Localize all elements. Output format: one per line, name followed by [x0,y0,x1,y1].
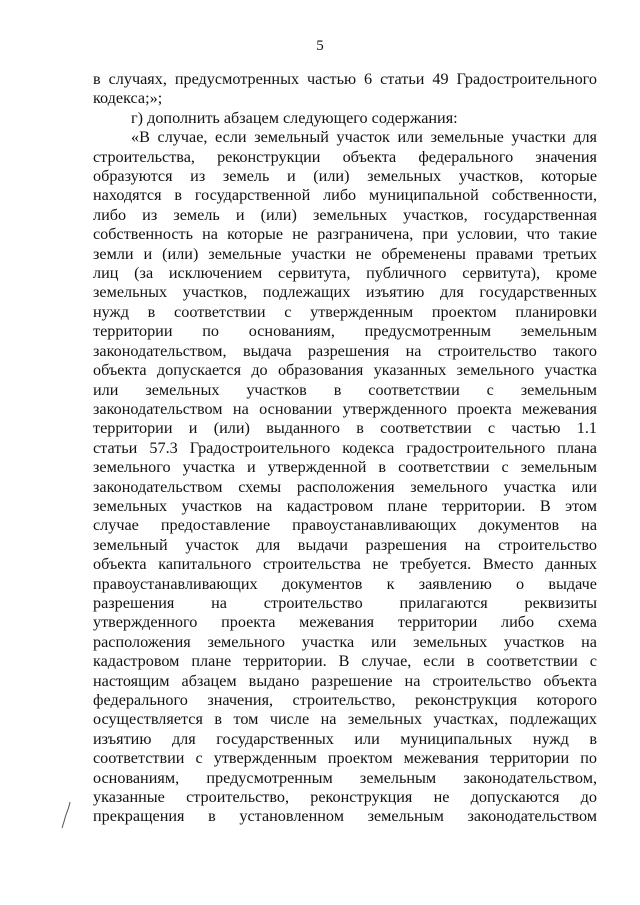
text-line-13: нужд в соответствии с утвержденным проектом планировки [93,302,597,321]
text-line-16: объекта допускается до образования указанных земельного участка [93,361,597,380]
text-line-30: расположения земельного участка или земельных участков на [93,632,597,651]
text-line-12: земельных участков, подлежащих изъятию для государственных [93,283,597,302]
text-line-20: статьи 57.3 Градостроительного кодекса градостроительного плана [93,438,597,457]
text-line-19: территории и (или) выданного в соответствии с частью 1.1 [93,419,597,438]
text-line-36: соответствии с утвержденным проектом межевания территории по [93,749,597,768]
text-line-2: кодекса;»; [93,89,163,108]
text-line-1: в случаях, предусмотренных частью 6 статьи 49 Градостроительного [93,70,597,88]
text-line-17: или земельных участков в соответствии с земельным [93,380,597,399]
text-line-22: законодательством схемы расположения земельного участка или [93,477,597,496]
text-line-7: находятся в государственной либо муниципальной собственности, [93,186,597,205]
text-line-23: земельных участков на кадастровом плане территории. В этом [93,496,597,515]
text-line-10: земли и (или) земельные участки не обременены правами третьих [93,244,597,263]
text-line-18: законодательством на основании утвержденного проекта межевания [93,399,597,418]
text-line-14: территории по основаниям, предусмотренным земельным [93,322,597,341]
text-line-28: разрешения на строительство прилагаются реквизиты [93,593,597,612]
text-line-26: объекта капитального строительства не требуется. Вместо данных [93,555,597,574]
text-line-15: законодательством, выдача разрешения на строительство такого [93,341,597,360]
text-line-6: образуются из земель и (или) земельных участков, которые [93,167,597,186]
text-line-38: указанные строительство, реконструкция не допускаются до [93,788,597,807]
text-line-5: строительства, реконструкции объекта федерального значения [93,147,597,166]
text-line-24: случае предоставление правоустанавливающих документов на [93,516,597,535]
text-line-37: основаниям, предусмотренным земельным законодательством, [93,768,597,787]
text-line-11: лиц (за исключением сервитута, публичного сервитута), кроме [93,264,597,283]
text-line-8: либо из земель и (или) земельных участков, государственная [93,205,597,224]
text-line-27: правоустанавливающих документов к заявлению о выдаче [93,574,597,593]
text-line-9: собственность на которые не разграничена, при условии, что такие [93,225,597,244]
page-number: 5 [316,38,324,54]
margin-pen-mark [60,800,74,830]
text-line-33: федерального значения, строительство, реконструкция которого [93,691,597,709]
document-body [93,70,597,827]
text-line-32: настоящим абзацем выдано разрешение на строительство объекта [93,671,597,690]
text-line-29: утвержденного проекта межевания территории либо схема [93,613,597,632]
text-line-31: кадастровом плане территории. В случае, если в соответствии с [93,652,597,671]
text-line-25: земельный участок для выдачи разрешения на строительство [93,535,597,554]
text-line-34: осуществляется в том числе на земельных участках, подлежащих [93,710,597,729]
text-line-4: «В случае, если земельный участок или земельные участки для [131,128,597,147]
text-line-35: изъятию для государственных или муниципальных нужд в [93,729,597,748]
text-line-21: земельного участка и утвержденной в соответствии с земельным [93,458,597,477]
text-line-3: г) дополнить абзацем следующего содержания: [131,108,458,127]
text-line-39: прекращения в установленном земельным законодательством [93,807,597,826]
